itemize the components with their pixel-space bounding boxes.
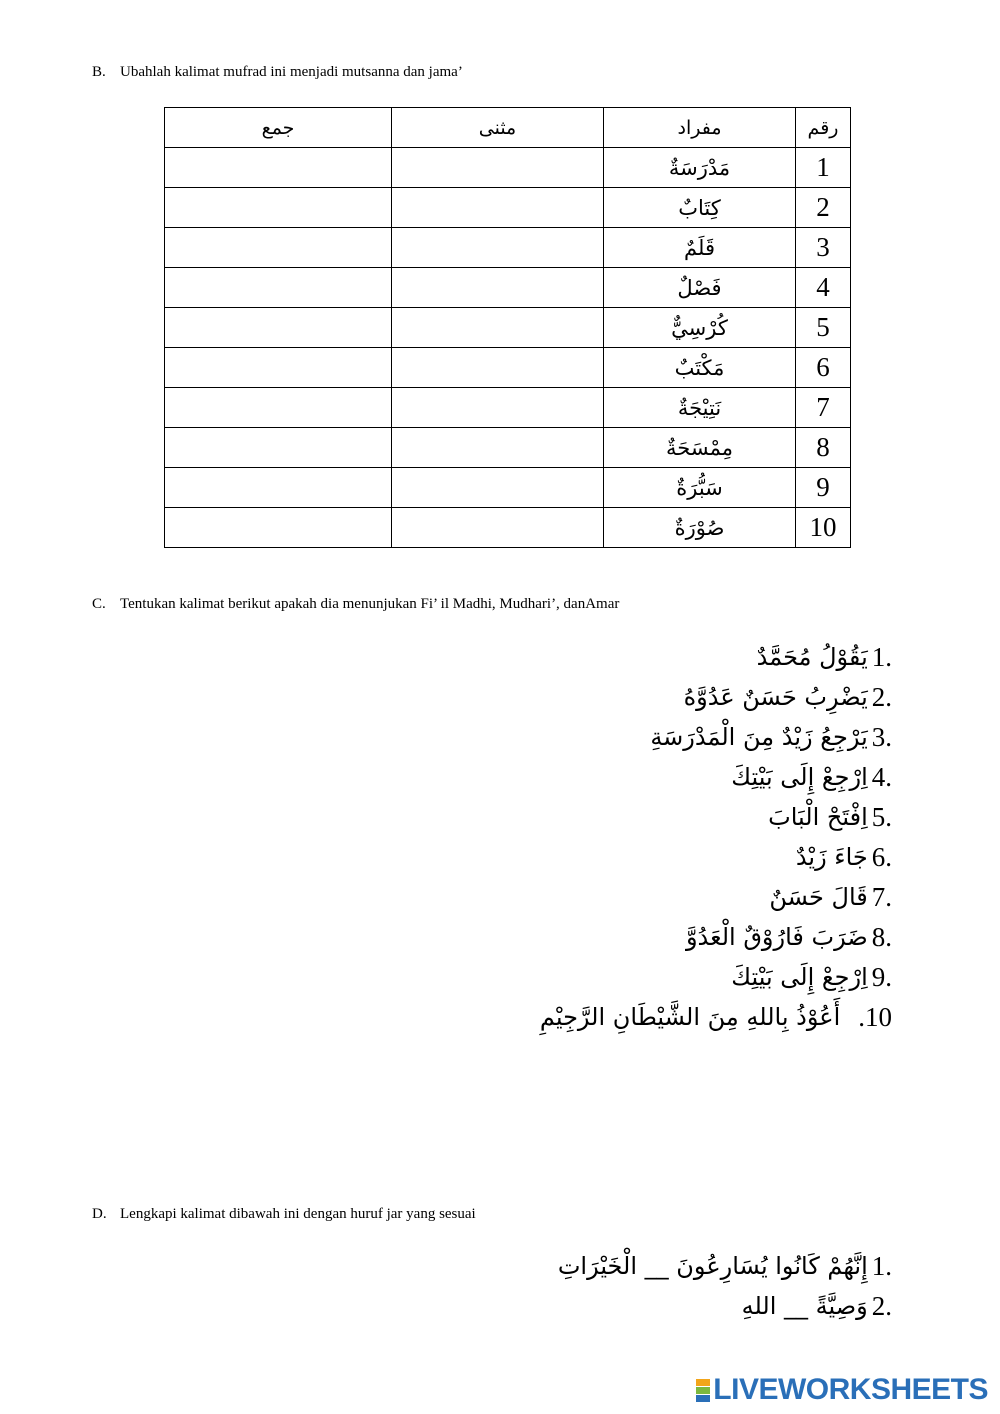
list-item [540, 717, 892, 757]
mufrad-word: نَتِيْجَةٌ [604, 388, 796, 428]
mufrad-word: كُرْسِيٌّ [604, 308, 796, 348]
answer-cell-mutsanna[interactable] [392, 308, 604, 348]
list-item [540, 637, 892, 677]
row-number: 10 [796, 508, 851, 548]
row-number: 8 [796, 428, 851, 468]
arabic-sentence: وَصِيَّةً __ اللهِ [741, 1292, 868, 1320]
section-b-letter: B. [92, 64, 106, 80]
list-item [540, 997, 892, 1037]
table-row [165, 308, 851, 348]
item-number: 2. [871, 681, 892, 712]
list-item [540, 837, 892, 877]
answer-cell-mutsanna[interactable] [392, 388, 604, 428]
logo-mark-bar [696, 1379, 710, 1386]
list-item [540, 877, 892, 917]
liveworksheets-logo [696, 1374, 988, 1406]
arabic-sentence: جَاءَ زَيْدٌ [795, 843, 868, 871]
mufrad-word: مَكْتَبٌ [604, 348, 796, 388]
table-row [165, 228, 851, 268]
mufrad-word: فَصْلٌ [604, 268, 796, 308]
table-row [165, 508, 851, 548]
answer-cell-jama[interactable] [165, 228, 392, 268]
section-d-instruction: Lengkapi kalimat dibawah ini dengan huruf jar yang sesuai [120, 1206, 476, 1222]
section-b-instruction: Ubahlah kalimat mufrad ini menjadi mutsanna dan jama’ [120, 64, 463, 80]
row-number: 7 [796, 388, 851, 428]
answer-cell-mutsanna[interactable] [392, 228, 604, 268]
header-raqm: رقم [796, 108, 851, 148]
mufrad-word: مِمْسَحَةٌ [604, 428, 796, 468]
answer-cell-jama[interactable] [165, 188, 392, 228]
item-number: .10 [858, 1001, 892, 1032]
item-number: 1. [871, 1250, 892, 1281]
header-mutsanna: مثنى [392, 108, 604, 148]
list-item [540, 957, 892, 997]
answer-cell-mutsanna[interactable] [392, 348, 604, 388]
section-c-instruction: Tentukan kalimat berikut apakah dia menunjukan Fi’ il Madhi, Mudhari’, danAmar [120, 596, 620, 612]
row-number: 9 [796, 468, 851, 508]
answer-cell-mutsanna[interactable] [392, 508, 604, 548]
table-row [165, 388, 851, 428]
answer-cell-mutsanna[interactable] [392, 148, 604, 188]
answer-cell-jama[interactable] [165, 468, 392, 508]
answer-cell-jama[interactable] [165, 508, 392, 548]
liveworksheets-logo-icon [696, 1379, 710, 1402]
answer-cell-mutsanna[interactable] [392, 268, 604, 308]
section-d-heading [92, 1205, 476, 1223]
arabic-sentence: يَضْرِبُ حَسَنٌ عَدُوَّهُ [683, 683, 868, 711]
table-row [165, 468, 851, 508]
item-number: 4. [871, 761, 892, 792]
row-number: 3 [796, 228, 851, 268]
list-item [540, 917, 892, 957]
section-c-letter: C. [92, 596, 106, 612]
arabic-sentence: اِفْتَحْ الْبَابَ [768, 803, 868, 831]
arabic-sentence: يَقُوْلُ مُحَمَّدٌ [756, 643, 868, 671]
list-item [540, 677, 892, 717]
row-number: 4 [796, 268, 851, 308]
list-item [540, 757, 892, 797]
mufrad-table [164, 107, 851, 548]
mufrad-word: سَبُّرَةٌ [604, 468, 796, 508]
answer-cell-mutsanna[interactable] [392, 468, 604, 508]
section-b-heading [92, 63, 463, 81]
row-number: 5 [796, 308, 851, 348]
mufrad-word: كِتَابٌ [604, 188, 796, 228]
answer-cell-mutsanna[interactable] [392, 428, 604, 468]
table-row [165, 268, 851, 308]
answer-cell-jama[interactable] [165, 428, 392, 468]
answer-cell-jama[interactable] [165, 148, 392, 188]
list-item [540, 797, 892, 837]
huruf-jar-list [558, 1246, 892, 1326]
row-number: 1 [796, 148, 851, 188]
arabic-sentence: إِنَّهُمْ كَانُوا يُسَارِعُونَ __ الْخَيْرَاتِ [557, 1252, 868, 1280]
table-row [165, 428, 851, 468]
mufrad-word: مَدْرَسَةٌ [604, 148, 796, 188]
item-number: 2. [871, 1290, 892, 1321]
header-jama: جمع [165, 108, 392, 148]
item-number: 9. [871, 961, 892, 992]
arabic-sentence: يَرْجِعُ زَيْدٌ مِنَ الْمَدْرَسَةِ [650, 723, 868, 751]
table-header-row [165, 108, 851, 148]
logo-mark-bar [696, 1395, 710, 1402]
table-row [165, 148, 851, 188]
header-mufrad: مفراد [604, 108, 796, 148]
table-row [165, 188, 851, 228]
section-d-letter: D. [92, 1206, 107, 1222]
arabic-sentence: قَالَ حَسَنٌ [769, 883, 868, 911]
arabic-sentence: ضَرَبَ فَارُوْقٌ الْعَدُوَّ [685, 923, 868, 951]
arabic-sentence: أَعُوْذُ بِاللهِ مِنَ الشَّيْطَانِ الرَّجِيْمِ [539, 1003, 841, 1031]
item-number: 5. [871, 801, 892, 832]
item-number: 1. [871, 641, 892, 672]
logo-text: LIVEWORKSHEETS [713, 1373, 988, 1406]
item-number: 6. [871, 841, 892, 872]
row-number: 2 [796, 188, 851, 228]
arabic-sentence: اِرْجِعْ إِلَى بَيْتِكَ [731, 763, 868, 791]
table-row [165, 348, 851, 388]
item-number: 7. [871, 881, 892, 912]
list-item [558, 1286, 892, 1326]
item-number: 8. [871, 921, 892, 952]
section-c-heading [92, 595, 619, 613]
mufrad-word: صُوْرَةٌ [604, 508, 796, 548]
answer-cell-jama[interactable] [165, 348, 392, 388]
fiil-list [540, 637, 892, 1037]
row-number: 6 [796, 348, 851, 388]
answer-cell-jama[interactable] [165, 308, 392, 348]
answer-cell-mutsanna[interactable] [392, 188, 604, 228]
list-item [558, 1246, 892, 1286]
answer-cell-jama[interactable] [165, 268, 392, 308]
mufrad-word: قَلَمٌ [604, 228, 796, 268]
arabic-sentence: اِرْجِعْ إِلَى بَيْتِكَ [731, 963, 868, 991]
item-number: 3. [871, 721, 892, 752]
answer-cell-jama[interactable] [165, 388, 392, 428]
logo-mark-bar [696, 1387, 710, 1394]
